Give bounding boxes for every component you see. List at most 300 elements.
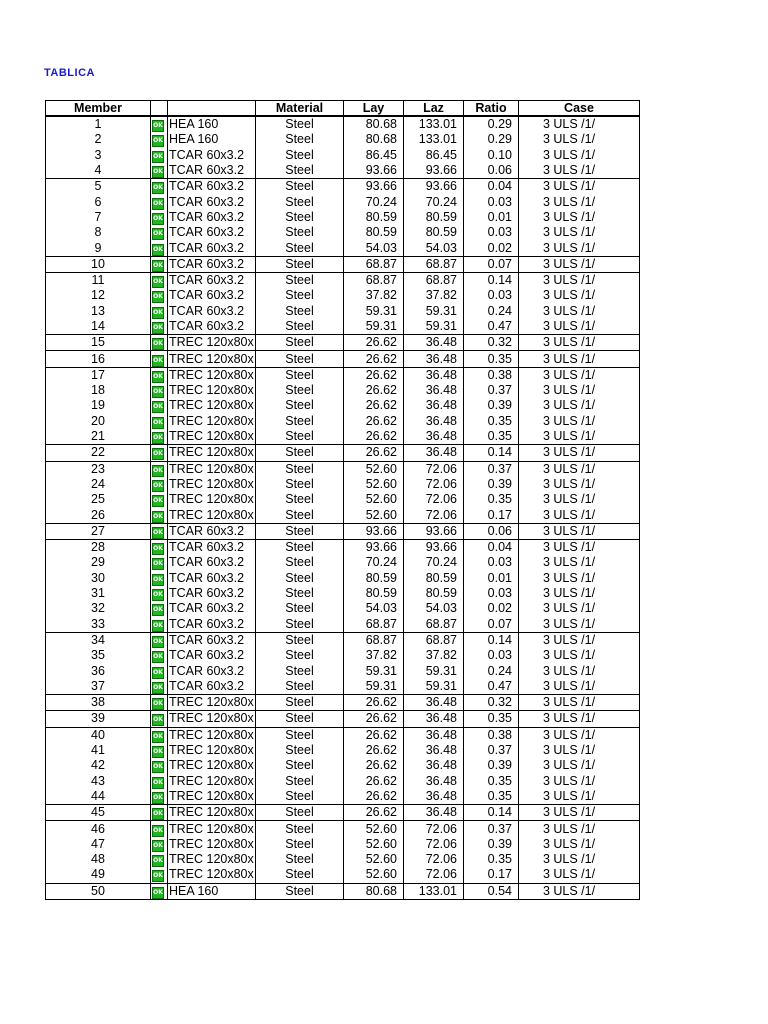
cell-laz: 36.48 xyxy=(404,429,464,445)
table-row[interactable] xyxy=(46,461,640,477)
cell-laz: 70.24 xyxy=(404,194,464,209)
cell-case xyxy=(519,367,640,383)
cell-laz: 36.48 xyxy=(404,414,464,429)
cell-case xyxy=(519,758,640,773)
cell-section: TREC 120x80x xyxy=(169,836,254,851)
table-row[interactable] xyxy=(46,507,640,523)
cell-section: TREC 120x80x xyxy=(169,461,254,476)
cell-laz: 93.66 xyxy=(404,523,464,539)
case-text: 3 ULS /1/ xyxy=(542,663,596,678)
ok-check-icon: OK xyxy=(152,761,164,773)
cell-member: 45 xyxy=(46,805,151,821)
cell-section: TCAR 60x3.2 xyxy=(168,617,256,633)
table-row[interactable] xyxy=(46,272,640,288)
column-header-case[interactable]: Case xyxy=(519,101,640,117)
cell-member: 43 xyxy=(46,773,151,788)
table-row[interactable] xyxy=(46,617,640,633)
cell-section: TCAR 60x3.2 xyxy=(168,163,256,179)
cell-ratio: 0.14 xyxy=(464,805,519,821)
cell-case xyxy=(519,288,640,303)
cell-status xyxy=(151,837,168,852)
cell-material: Steel xyxy=(256,194,344,209)
cell-status xyxy=(151,617,168,633)
table-row[interactable] xyxy=(46,852,640,867)
table-row[interactable] xyxy=(46,743,640,758)
cell-section: TCAR 60x3.2 xyxy=(168,319,256,335)
cell-material: Steel xyxy=(256,837,344,852)
cell-ratio: 0.35 xyxy=(464,351,519,367)
table-row[interactable] xyxy=(46,679,640,695)
cell-lay: 26.62 xyxy=(344,789,404,805)
cell-material: Steel xyxy=(256,351,344,367)
cell-lay: 26.62 xyxy=(344,351,404,367)
cell-laz: 36.48 xyxy=(404,727,464,743)
table-row[interactable] xyxy=(46,210,640,225)
ok-check-icon: OK xyxy=(152,887,164,899)
ok-check-icon: OK xyxy=(152,417,164,429)
cell-section: TCAR 60x3.2 xyxy=(168,540,256,556)
table-row[interactable] xyxy=(46,883,640,899)
cell-lay: 52.60 xyxy=(344,821,404,837)
cell-lay: 26.62 xyxy=(344,711,404,727)
cell-member: 40 xyxy=(46,727,151,743)
table-row[interactable] xyxy=(46,225,640,240)
table-row[interactable] xyxy=(46,414,640,429)
table-row[interactable] xyxy=(46,194,640,209)
ok-check-icon: OK xyxy=(152,527,164,539)
cell-section: TREC 120x80x xyxy=(169,335,254,350)
cell-status xyxy=(151,571,168,586)
case-text: 3 ULS /1/ xyxy=(542,805,596,820)
cell-laz: 80.59 xyxy=(404,210,464,225)
cell-case xyxy=(519,272,640,288)
cell-material: Steel xyxy=(256,867,344,883)
cell-material: Steel xyxy=(256,617,344,633)
cell-member: 47 xyxy=(46,837,151,852)
case-text: 3 ULS /1/ xyxy=(542,461,596,476)
ok-check-icon: OK xyxy=(152,792,164,804)
case-text: 3 ULS /1/ xyxy=(542,555,596,570)
cell-lay: 59.31 xyxy=(344,304,404,319)
table-row[interactable] xyxy=(46,711,640,727)
cell-ratio: 0.35 xyxy=(464,492,519,507)
cell-ratio: 0.24 xyxy=(464,304,519,319)
cell-ratio: 0.03 xyxy=(464,288,519,303)
ok-check-icon: OK xyxy=(152,651,164,663)
table-row[interactable] xyxy=(46,148,640,163)
cell-lay: 52.60 xyxy=(344,492,404,507)
cell-laz: 68.87 xyxy=(404,617,464,633)
cell-status xyxy=(151,507,168,523)
case-text: 3 ULS /1/ xyxy=(542,540,596,555)
cell-case xyxy=(519,335,640,351)
cell-member: 49 xyxy=(46,867,151,883)
cell-ratio: 0.38 xyxy=(464,727,519,743)
column-header-section[interactable] xyxy=(168,101,256,117)
case-text: 3 ULS /1/ xyxy=(542,288,596,303)
cell-ratio: 0.03 xyxy=(464,555,519,570)
table-row[interactable] xyxy=(46,304,640,319)
cell-case xyxy=(519,711,640,727)
table-row[interactable] xyxy=(46,694,640,710)
ok-check-icon: OK xyxy=(152,355,164,367)
case-text: 3 ULS /1/ xyxy=(542,695,596,710)
cell-laz: 72.06 xyxy=(404,852,464,867)
table-body xyxy=(46,116,640,899)
table-row[interactable] xyxy=(46,727,640,743)
ok-check-icon: OK xyxy=(152,213,164,225)
table-row[interactable] xyxy=(46,163,640,179)
cell-ratio: 0.32 xyxy=(464,694,519,710)
case-text: 3 ULS /1/ xyxy=(542,711,596,726)
cell-lay: 52.60 xyxy=(344,461,404,477)
cell-material: Steel xyxy=(256,319,344,335)
cell-case xyxy=(519,555,640,570)
cell-lay: 59.31 xyxy=(344,679,404,695)
case-text: 3 ULS /1/ xyxy=(542,194,596,209)
case-text: 3 ULS /1/ xyxy=(542,163,596,178)
cell-laz: 133.01 xyxy=(404,883,464,899)
column-header-laz[interactable]: Laz xyxy=(404,101,464,117)
cell-status xyxy=(151,773,168,788)
cell-section: TREC 120x80x xyxy=(169,398,254,413)
cell-material: Steel xyxy=(256,445,344,461)
cell-section: TCAR 60x3.2 xyxy=(168,632,256,648)
cell-material: Steel xyxy=(256,461,344,477)
cell-laz: 72.06 xyxy=(404,821,464,837)
table-row[interactable] xyxy=(46,477,640,492)
header-row xyxy=(46,101,640,117)
cell-material: Steel xyxy=(256,743,344,758)
ok-check-icon: OK xyxy=(152,307,164,319)
table-row[interactable] xyxy=(46,867,640,883)
cell-material: Steel xyxy=(256,523,344,539)
cell-ratio: 0.04 xyxy=(464,540,519,556)
table-row[interactable] xyxy=(46,789,640,805)
ok-check-icon: OK xyxy=(152,777,164,789)
cell-lay: 59.31 xyxy=(344,319,404,335)
cell-ratio: 0.39 xyxy=(464,477,519,492)
cell-laz: 72.06 xyxy=(404,492,464,507)
cell-status xyxy=(151,225,168,240)
ok-check-icon: OK xyxy=(152,574,164,586)
cell-section: TCAR 60x3.2 xyxy=(168,304,256,319)
ok-check-icon: OK xyxy=(152,636,164,648)
cell-lay: 68.87 xyxy=(344,256,404,272)
cell-section: TREC 120x80x xyxy=(169,711,254,726)
cell-lay: 54.03 xyxy=(344,601,404,616)
cell-material: Steel xyxy=(256,492,344,507)
cell-member: 23 xyxy=(46,461,151,477)
cell-status xyxy=(151,492,168,507)
table-row[interactable] xyxy=(46,429,640,445)
cell-section: TCAR 60x3.2 xyxy=(168,288,256,303)
cell-material: Steel xyxy=(256,758,344,773)
cell-lay: 80.68 xyxy=(344,116,404,132)
cell-laz: 72.06 xyxy=(404,461,464,477)
case-text: 3 ULS /1/ xyxy=(542,383,596,398)
column-header-member[interactable]: Member xyxy=(46,101,151,117)
cell-status xyxy=(151,821,168,837)
case-text: 3 ULS /1/ xyxy=(542,209,596,224)
cell-lay: 80.59 xyxy=(344,225,404,240)
table-row[interactable] xyxy=(46,571,640,586)
cell-laz: 36.48 xyxy=(404,335,464,351)
cell-case xyxy=(519,773,640,788)
cell-case xyxy=(519,210,640,225)
cell-member: 38 xyxy=(46,694,151,710)
case-text: 3 ULS /1/ xyxy=(542,758,596,773)
cell-lay: 26.62 xyxy=(344,445,404,461)
cell-status xyxy=(151,601,168,616)
ok-check-icon: OK xyxy=(152,480,164,492)
case-text: 3 ULS /1/ xyxy=(542,586,596,601)
cell-lay: 26.62 xyxy=(344,773,404,788)
cell-case xyxy=(519,852,640,867)
table-row[interactable] xyxy=(46,335,640,351)
cell-material: Steel xyxy=(256,773,344,788)
cell-material: Steel xyxy=(256,477,344,492)
cell-case xyxy=(519,256,640,272)
cell-ratio: 0.24 xyxy=(464,663,519,678)
cell-lay: 93.66 xyxy=(344,523,404,539)
table-row[interactable] xyxy=(46,132,640,147)
cell-lay: 26.62 xyxy=(344,367,404,383)
case-text: 3 ULS /1/ xyxy=(542,335,596,350)
ok-check-icon: OK xyxy=(152,120,164,132)
cell-status xyxy=(151,477,168,492)
cell-material: Steel xyxy=(256,601,344,616)
cell-laz: 72.06 xyxy=(404,867,464,883)
table-row[interactable] xyxy=(46,179,640,195)
table-row[interactable] xyxy=(46,319,640,335)
cell-laz: 72.06 xyxy=(404,507,464,523)
table-row[interactable] xyxy=(46,240,640,256)
table-row[interactable] xyxy=(46,351,640,367)
case-text: 3 ULS /1/ xyxy=(542,648,596,663)
cell-status xyxy=(151,116,168,132)
table-row[interactable] xyxy=(46,821,640,837)
table-row[interactable] xyxy=(46,116,640,132)
cell-material: Steel xyxy=(256,586,344,601)
cell-ratio: 0.14 xyxy=(464,445,519,461)
cell-laz: 80.59 xyxy=(404,571,464,586)
cell-member: 11 xyxy=(46,272,151,288)
cell-case xyxy=(519,571,640,586)
table-row[interactable] xyxy=(46,805,640,821)
table-row[interactable] xyxy=(46,773,640,788)
cell-status xyxy=(151,383,168,398)
cell-case xyxy=(519,632,640,648)
case-text: 3 ULS /1/ xyxy=(542,445,596,460)
table-row[interactable] xyxy=(46,540,640,556)
cell-member: 15 xyxy=(46,335,151,351)
column-header-status[interactable] xyxy=(151,101,168,117)
cell-status xyxy=(151,148,168,163)
ok-check-icon: OK xyxy=(152,731,164,743)
cell-case xyxy=(519,240,640,256)
cell-material: Steel xyxy=(256,694,344,710)
column-header-lay[interactable]: Lay xyxy=(344,101,404,117)
ok-check-icon: OK xyxy=(152,495,164,507)
cell-ratio: 0.03 xyxy=(464,225,519,240)
cell-status xyxy=(151,194,168,209)
cell-section: TCAR 60x3.2 xyxy=(168,210,256,225)
table-row[interactable] xyxy=(46,256,640,272)
cell-section: TREC 120x80x xyxy=(169,429,254,444)
table-row[interactable] xyxy=(46,492,640,507)
ok-check-icon: OK xyxy=(152,620,164,632)
cell-material: Steel xyxy=(256,727,344,743)
table-row[interactable] xyxy=(46,648,640,663)
cell-material: Steel xyxy=(256,335,344,351)
cell-member: 39 xyxy=(46,711,151,727)
cell-laz: 36.48 xyxy=(404,383,464,398)
cell-lay: 59.31 xyxy=(344,663,404,678)
case-text: 3 ULS /1/ xyxy=(542,240,596,255)
cell-lay: 52.60 xyxy=(344,507,404,523)
cell-section: TCAR 60x3.2 xyxy=(168,648,256,663)
cell-material: Steel xyxy=(256,805,344,821)
column-header-material[interactable]: Material xyxy=(256,101,344,117)
case-text: 3 ULS /1/ xyxy=(542,398,596,413)
case-text: 3 ULS /1/ xyxy=(542,616,596,631)
case-text: 3 ULS /1/ xyxy=(542,632,596,647)
cell-lay: 93.66 xyxy=(344,179,404,195)
cell-ratio: 0.47 xyxy=(464,319,519,335)
cell-status xyxy=(151,367,168,383)
cell-status xyxy=(151,632,168,648)
cell-lay: 26.62 xyxy=(344,805,404,821)
cell-case xyxy=(519,163,640,179)
cell-case xyxy=(519,414,640,429)
cell-member: 2 xyxy=(46,132,151,147)
cell-material: Steel xyxy=(256,679,344,695)
cell-section: TREC 120x80x xyxy=(169,821,254,836)
table-row[interactable] xyxy=(46,398,640,413)
cell-status xyxy=(151,132,168,147)
cell-lay: 52.60 xyxy=(344,867,404,883)
cell-laz: 133.01 xyxy=(404,132,464,147)
cell-status xyxy=(151,540,168,556)
cell-status xyxy=(151,256,168,272)
cell-laz: 37.82 xyxy=(404,648,464,663)
cell-status xyxy=(151,288,168,303)
cell-laz: 36.48 xyxy=(404,445,464,461)
cell-section: TREC 120x80x xyxy=(169,351,254,366)
cell-case xyxy=(519,445,640,461)
cell-laz: 36.48 xyxy=(404,398,464,413)
table-row[interactable] xyxy=(46,288,640,303)
cell-section: TREC 120x80x xyxy=(169,805,254,820)
cell-laz: 86.45 xyxy=(404,148,464,163)
cell-ratio: 0.17 xyxy=(464,507,519,523)
cell-status xyxy=(151,304,168,319)
cell-case xyxy=(519,805,640,821)
cell-status xyxy=(151,648,168,663)
table-row[interactable] xyxy=(46,837,640,852)
table-row[interactable] xyxy=(46,555,640,570)
cell-case xyxy=(519,837,640,852)
cell-status xyxy=(151,272,168,288)
cell-laz: 72.06 xyxy=(404,837,464,852)
cell-member: 22 xyxy=(46,445,151,461)
cell-material: Steel xyxy=(256,179,344,195)
cell-ratio: 0.35 xyxy=(464,711,519,727)
case-text: 3 ULS /1/ xyxy=(542,852,596,867)
ok-check-icon: OK xyxy=(152,151,164,163)
ok-check-icon: OK xyxy=(152,228,164,240)
cell-case xyxy=(519,179,640,195)
cell-case xyxy=(519,319,640,335)
table-row[interactable] xyxy=(46,632,640,648)
cell-material: Steel xyxy=(256,148,344,163)
cell-member: 46 xyxy=(46,821,151,837)
cell-material: Steel xyxy=(256,367,344,383)
cell-section: TCAR 60x3.2 xyxy=(168,240,256,256)
cell-section: TREC 120x80x xyxy=(169,476,254,491)
cell-material: Steel xyxy=(256,540,344,556)
cell-status xyxy=(151,555,168,570)
cell-ratio: 0.01 xyxy=(464,571,519,586)
cell-case xyxy=(519,429,640,445)
cell-member: 34 xyxy=(46,632,151,648)
cell-section: TCAR 60x3.2 xyxy=(168,679,256,695)
column-header-ratio[interactable]: Ratio xyxy=(464,101,519,117)
cell-section: TREC 120x80x xyxy=(169,788,254,803)
cell-member: 44 xyxy=(46,789,151,805)
cell-laz: 36.48 xyxy=(404,367,464,383)
table-row[interactable] xyxy=(46,445,640,461)
ok-check-icon: OK xyxy=(152,322,164,334)
table-row[interactable] xyxy=(46,586,640,601)
cell-lay: 70.24 xyxy=(344,194,404,209)
cell-ratio: 0.37 xyxy=(464,743,519,758)
table-row[interactable] xyxy=(46,523,640,539)
cell-laz: 68.87 xyxy=(404,256,464,272)
ok-check-icon: OK xyxy=(152,166,164,178)
cell-laz: 36.48 xyxy=(404,773,464,788)
cell-status xyxy=(151,789,168,805)
table-row[interactable] xyxy=(46,758,640,773)
cell-member: 35 xyxy=(46,648,151,663)
cell-ratio: 0.38 xyxy=(464,367,519,383)
case-text: 3 ULS /1/ xyxy=(542,367,596,382)
case-text: 3 ULS /1/ xyxy=(542,743,596,758)
table-row[interactable] xyxy=(46,601,640,616)
table-row[interactable] xyxy=(46,663,640,678)
cell-case xyxy=(519,477,640,492)
ok-check-icon: OK xyxy=(152,198,164,210)
ok-check-icon: OK xyxy=(152,386,164,398)
cell-laz: 36.48 xyxy=(404,743,464,758)
cell-case xyxy=(519,507,640,523)
cell-case xyxy=(519,821,640,837)
cell-status xyxy=(151,679,168,695)
case-text: 3 ULS /1/ xyxy=(542,319,596,333)
cell-member: 16 xyxy=(46,351,151,367)
cell-member: 20 xyxy=(46,414,151,429)
cell-lay: 68.87 xyxy=(344,617,404,633)
case-text: 3 ULS /1/ xyxy=(542,117,596,132)
cell-ratio: 0.35 xyxy=(464,852,519,867)
cell-lay: 80.68 xyxy=(344,132,404,147)
table-row[interactable] xyxy=(46,367,640,383)
table-row[interactable] xyxy=(46,383,640,398)
cell-material: Steel xyxy=(256,883,344,899)
cell-material: Steel xyxy=(256,272,344,288)
cell-section: TCAR 60x3.2 xyxy=(168,179,256,195)
